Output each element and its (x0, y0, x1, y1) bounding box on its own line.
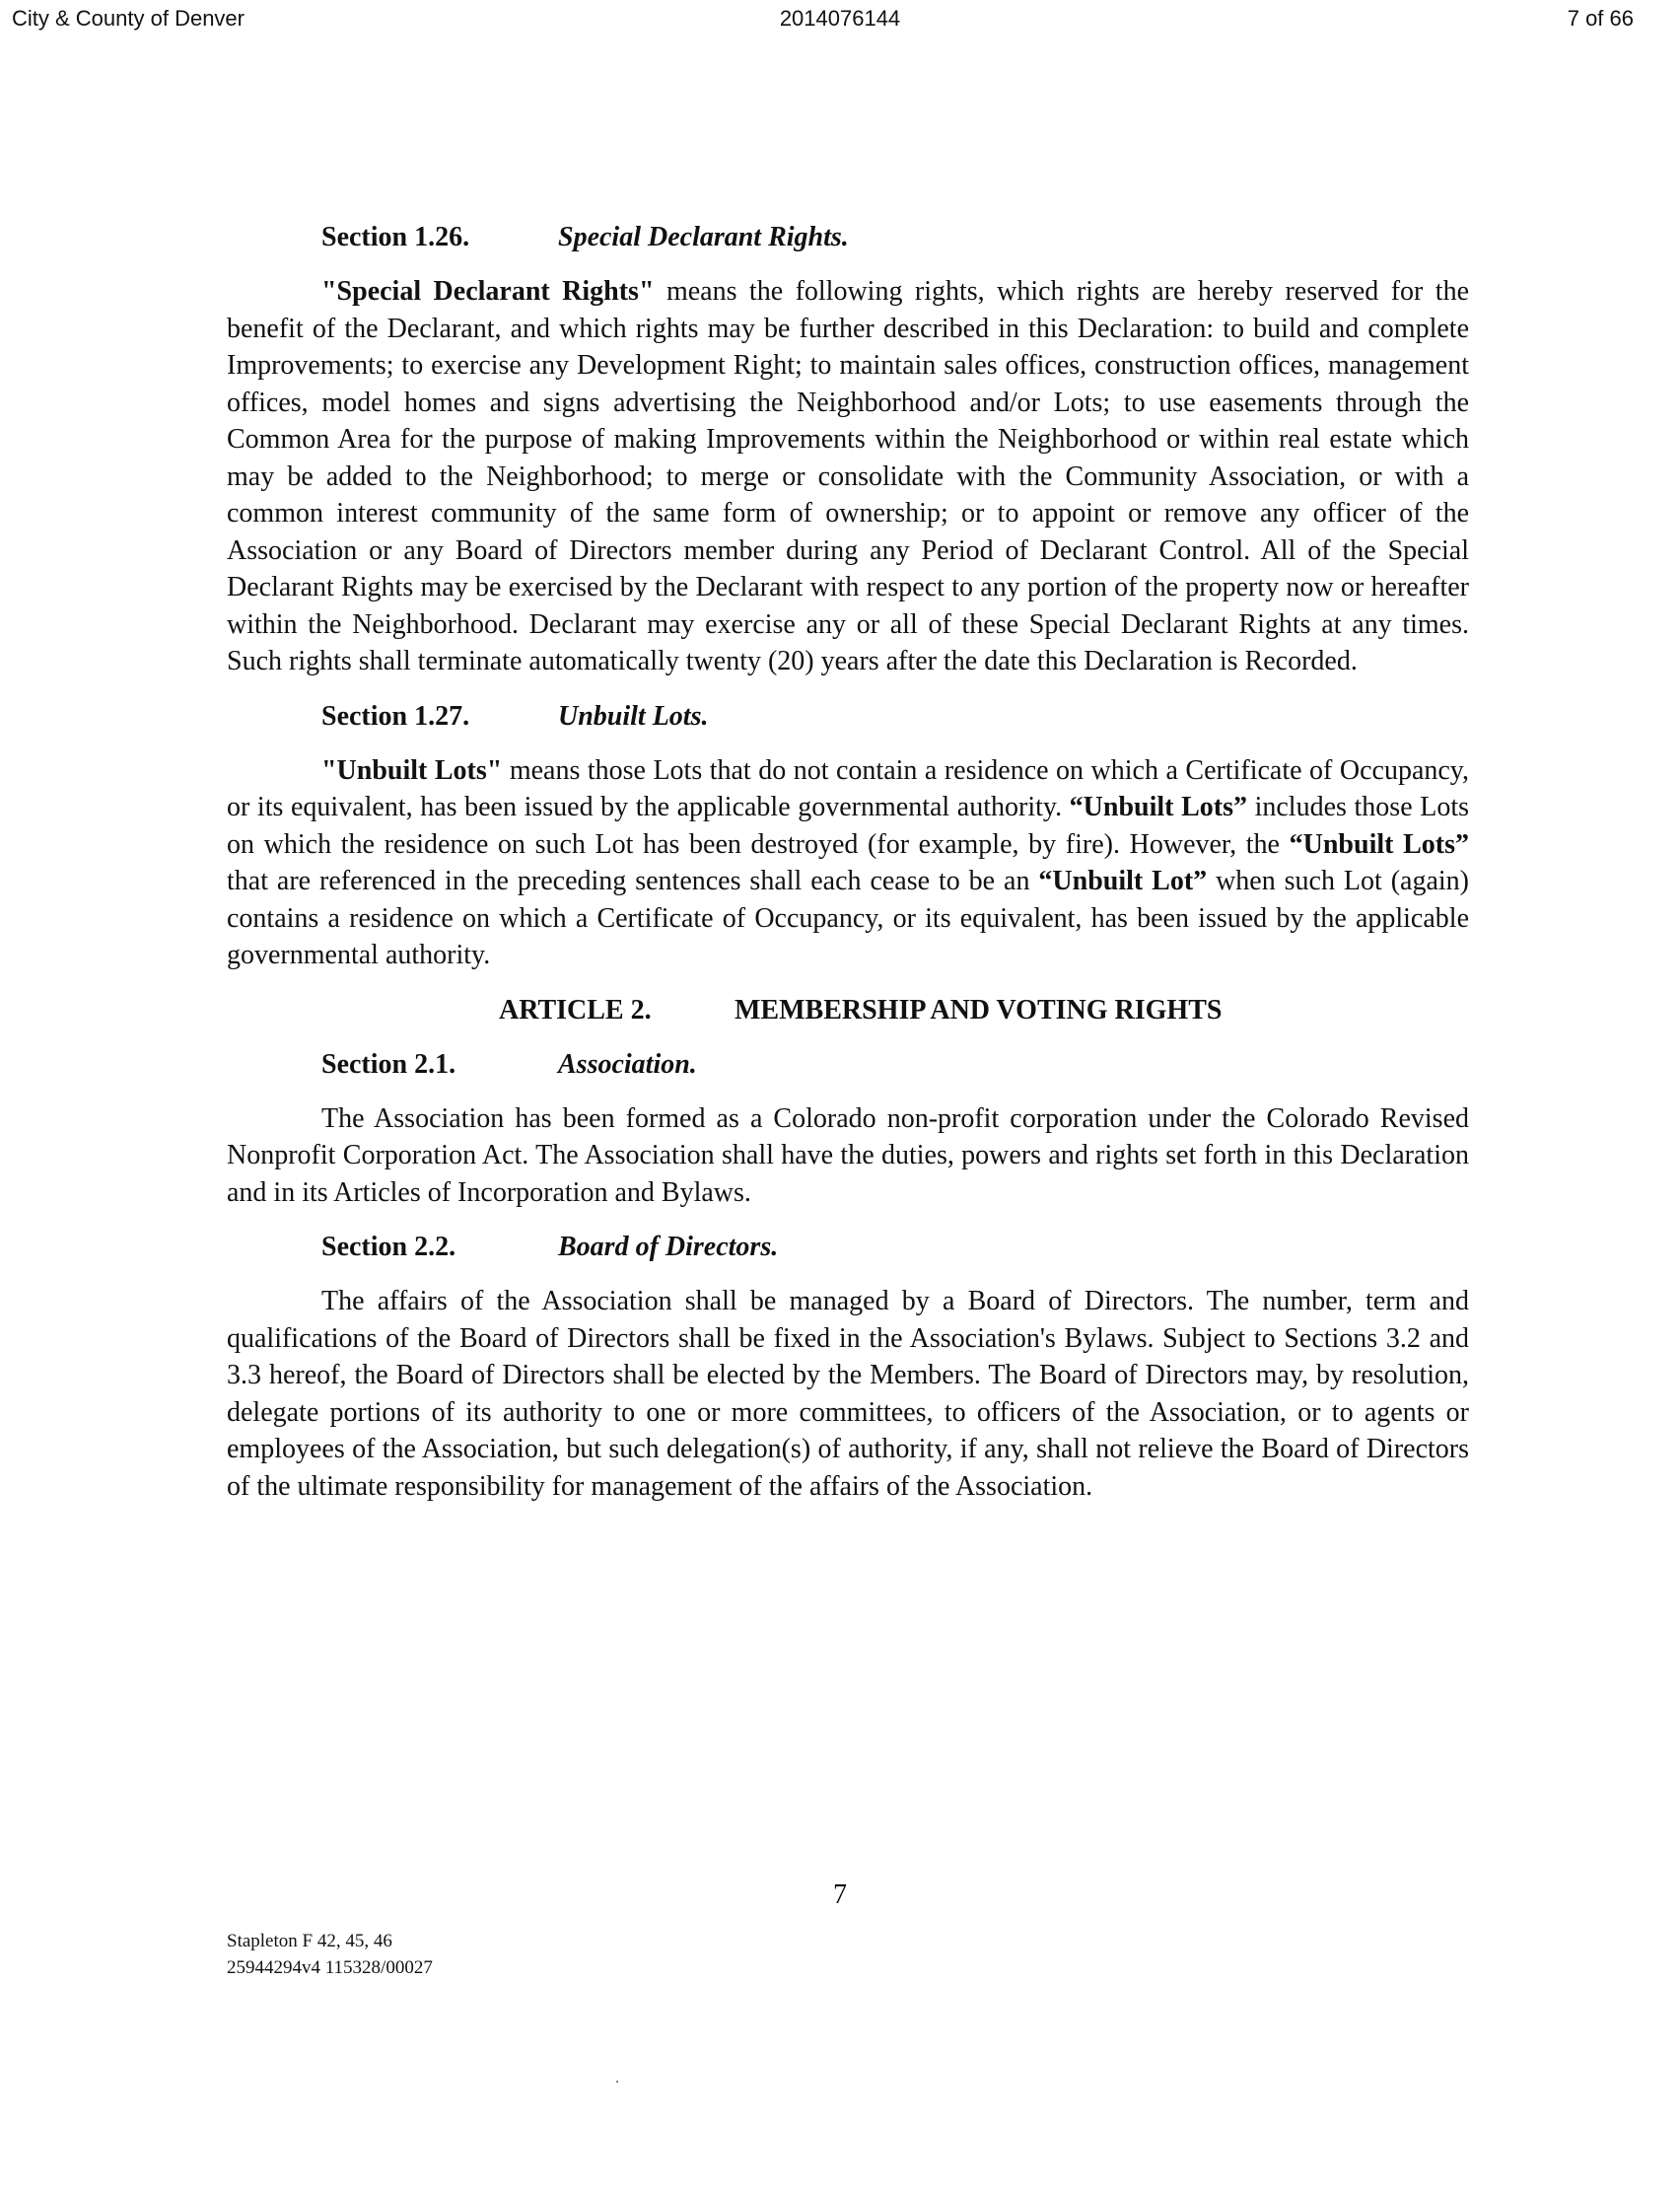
section-1-27-heading (321, 698, 1469, 735)
defined-term: “Unbuilt Lot” (1038, 866, 1208, 896)
section-title: Board of Directors. (558, 1232, 779, 1262)
footer-project: Stapleton F 42, 45, 46 (227, 1931, 392, 1951)
paragraph-text: that are referenced in the preceding sentences shall each cease to be an (227, 866, 1039, 896)
section-title: Association. (558, 1048, 697, 1080)
section-1-26-heading (321, 219, 1469, 255)
section-number: Section 2.1. (321, 1048, 456, 1080)
section-2-2-paragraph: The affairs of the Association shall be managed by a Board of Directors. The number, term and qualifications of the Board of Directors shall be fixed in the Association's Bylaws. Subject to Sections 3.2 and 3.3 hereof, the Board of Directors shall be elected by the Members. The Board of Directors may, by resolution, delegate portions of its authority to one or more committees, to officers of the Association, or to agents or employees of the Association, but such delegation(s) of authority, if any, shall not relieve the Board of Directors of the ultimate responsibility for management of the affairs of the Association. (227, 1286, 1469, 1502)
document-body (227, 219, 1469, 1505)
section-number: Section 2.2. (321, 1232, 456, 1262)
section-title: Unbuilt Lots. (558, 700, 709, 732)
article-number: ARTICLE 2. (499, 994, 652, 1026)
section-number: Section 1.27. (321, 700, 470, 732)
scan-speck (616, 2081, 618, 2083)
paragraph-text: means those Lots that do not contain a residence on which a Certificate of Occupancy, or its equivalent, has been issued by the applicable governmental authority. (227, 754, 1469, 822)
paragraph-text: when such Lot (again) contains a residence on which a Certificate of Occupancy, or its equivalent, has been issued by the applicable governmental authority. (227, 866, 1470, 970)
footer-doc-id: 25944294v4 115328/00027 (227, 1957, 433, 1978)
article-2-heading (227, 992, 1469, 1028)
defined-term: "Unbuilt Lots" (321, 754, 503, 786)
section-2-1-heading (321, 1046, 1469, 1083)
section-title: Special Declarant Rights. (558, 222, 849, 252)
page-number: 7 (833, 1879, 847, 1910)
paragraph-text: means the following rights, which rights are hereby reserved for the benefit of the Declarant, and which rights may be further described in this Declaration: to build and complete Improvements; to exercise any Development Right; to maintain sales offices, construction offices, management offices, model homes and signs advertising the Neighborhood and/or Lots; to use easements through the Common Area for the purpose of making Improvements within the Neighborhood or within real estate which may be added to the Neighborhood; to merge or consolidate with the Community Association, or with a common interest community of the same form of ownership; or to appoint or remove any officer of the Association or any Board of Directors member during any Period of Declarant Control. All of the Special Declarant Rights may be exercised by the Declarant with respect to any portion of the property now or hereafter within the Neighborhood. Declarant may exercise any or all of these Special Declarant Rights at any times. Such rights shall terminate automatically twenty (20) years after the date this Declaration is Recorded. (227, 276, 1470, 676)
county-label: City & County of Denver (12, 6, 245, 31)
section-number: Section 1.26. (321, 222, 470, 252)
reception-number: 2014076144 (779, 6, 901, 31)
section-1-26-paragraph (227, 273, 1469, 680)
paragraph-text: includes those Lots on which the residence on such Lot has been destroyed (for example, by fire). However, the (227, 792, 1469, 860)
document-footer (227, 1928, 433, 1981)
section-2-1-paragraph: The Association has been formed as a Colorado non-profit corporation under the Colorado Revised Nonprofit Corporation Act. The Association shall have the duties, powers and rights set forth in this Declaration and in its Articles of Incorporation and Bylaws. (227, 1102, 1469, 1208)
section-1-27-paragraph (227, 752, 1469, 974)
section-2-2-heading (321, 1229, 1469, 1265)
defined-term: "Special Declarant Rights" (321, 276, 655, 307)
article-title: MEMBERSHIP AND VOTING RIGHTS (735, 994, 1223, 1026)
defined-term: “Unbuilt Lots” (1289, 828, 1470, 860)
recording-header (0, 4, 1680, 37)
defined-term: “Unbuilt Lots” (1069, 792, 1247, 822)
page-count: 7 of 66 (1567, 6, 1634, 31)
